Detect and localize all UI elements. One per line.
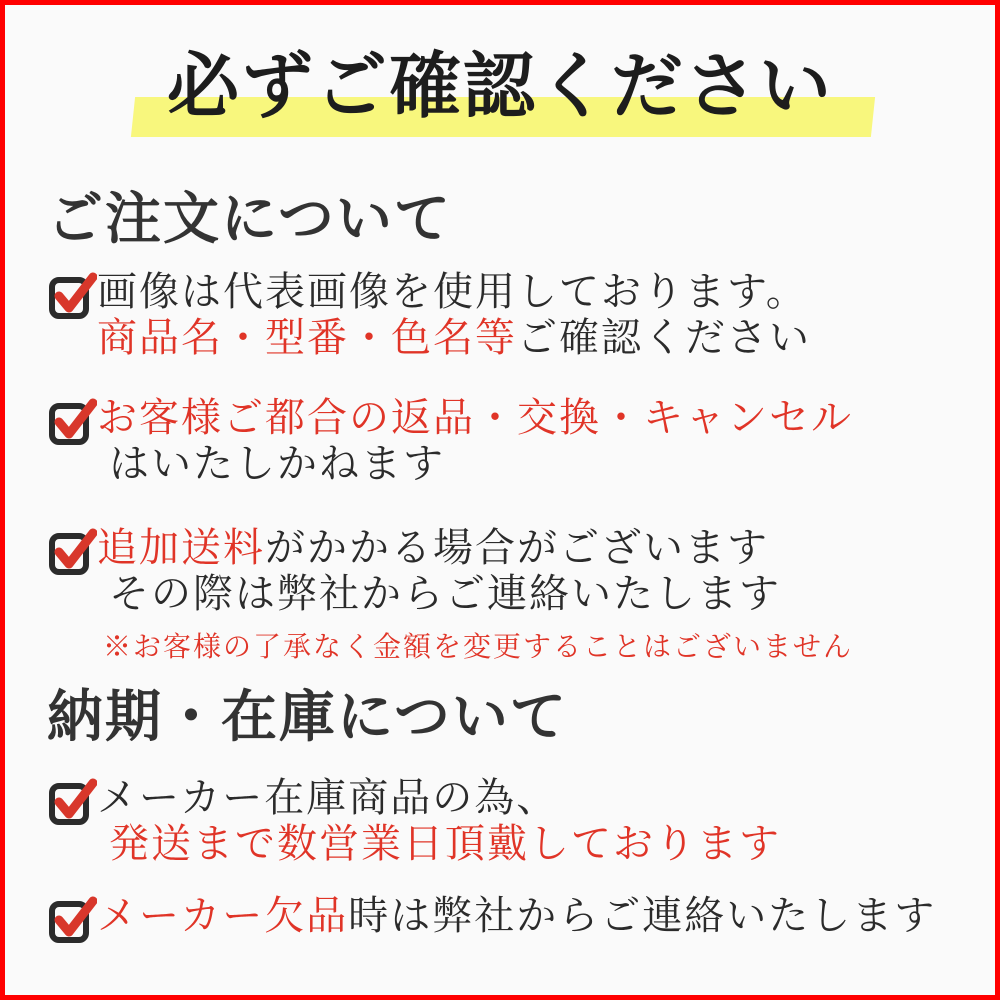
section-heading-stock: 納期・在庫について [47, 687, 568, 749]
item-line [97, 893, 936, 939]
item-line [97, 571, 853, 617]
item-line [97, 395, 853, 441]
item-line [97, 821, 781, 867]
item-text-red: 追加送料 [97, 525, 265, 570]
item-text [97, 525, 853, 665]
checked-checkbox-icon [47, 526, 97, 576]
item-note: ※お客様の了承なく金額を変更することはございません [103, 632, 854, 663]
item-line [97, 775, 781, 821]
item-line [97, 525, 853, 571]
item-text [97, 893, 936, 939]
list-item [47, 395, 853, 487]
checked-checkbox-icon [47, 776, 97, 826]
list-item [47, 775, 781, 867]
list-item [47, 269, 811, 361]
item-text-red: 発送まで数営業日頂戴しております [109, 821, 781, 866]
page-title: 必ずご確認ください [166, 47, 833, 127]
checked-checkbox-icon [47, 894, 97, 944]
item-text-black: ご確認ください [517, 315, 811, 360]
item-text-black: 時は弊社からご連絡いたします [348, 893, 937, 938]
checked-checkbox-icon [47, 396, 97, 446]
item-text-red: メーカー欠品 [97, 893, 349, 938]
item-line [97, 315, 811, 361]
section-heading-orders: ご注文について [47, 189, 452, 251]
item-text-black: その際は弊社からご連絡いたします [109, 571, 781, 616]
item-text-black: がかかる場合がございます [265, 525, 769, 570]
list-item [47, 525, 853, 665]
item-text-red: お客様ご都合の返品・交換・キャンセル [97, 395, 853, 440]
item-text-black: 画像は代表画像を使用しております。 [97, 269, 808, 314]
checked-checkbox-icon [47, 270, 97, 320]
item-text-black: メーカー在庫商品の為、 [97, 775, 559, 820]
list-item [47, 893, 936, 944]
item-text-black: はいたしかねます [109, 441, 445, 486]
item-text [97, 395, 853, 487]
item-line [97, 269, 811, 315]
item-text [97, 269, 811, 361]
item-line [97, 441, 853, 487]
item-text [97, 775, 781, 867]
item-text-red: 商品名・型番・色名等 [97, 315, 517, 360]
